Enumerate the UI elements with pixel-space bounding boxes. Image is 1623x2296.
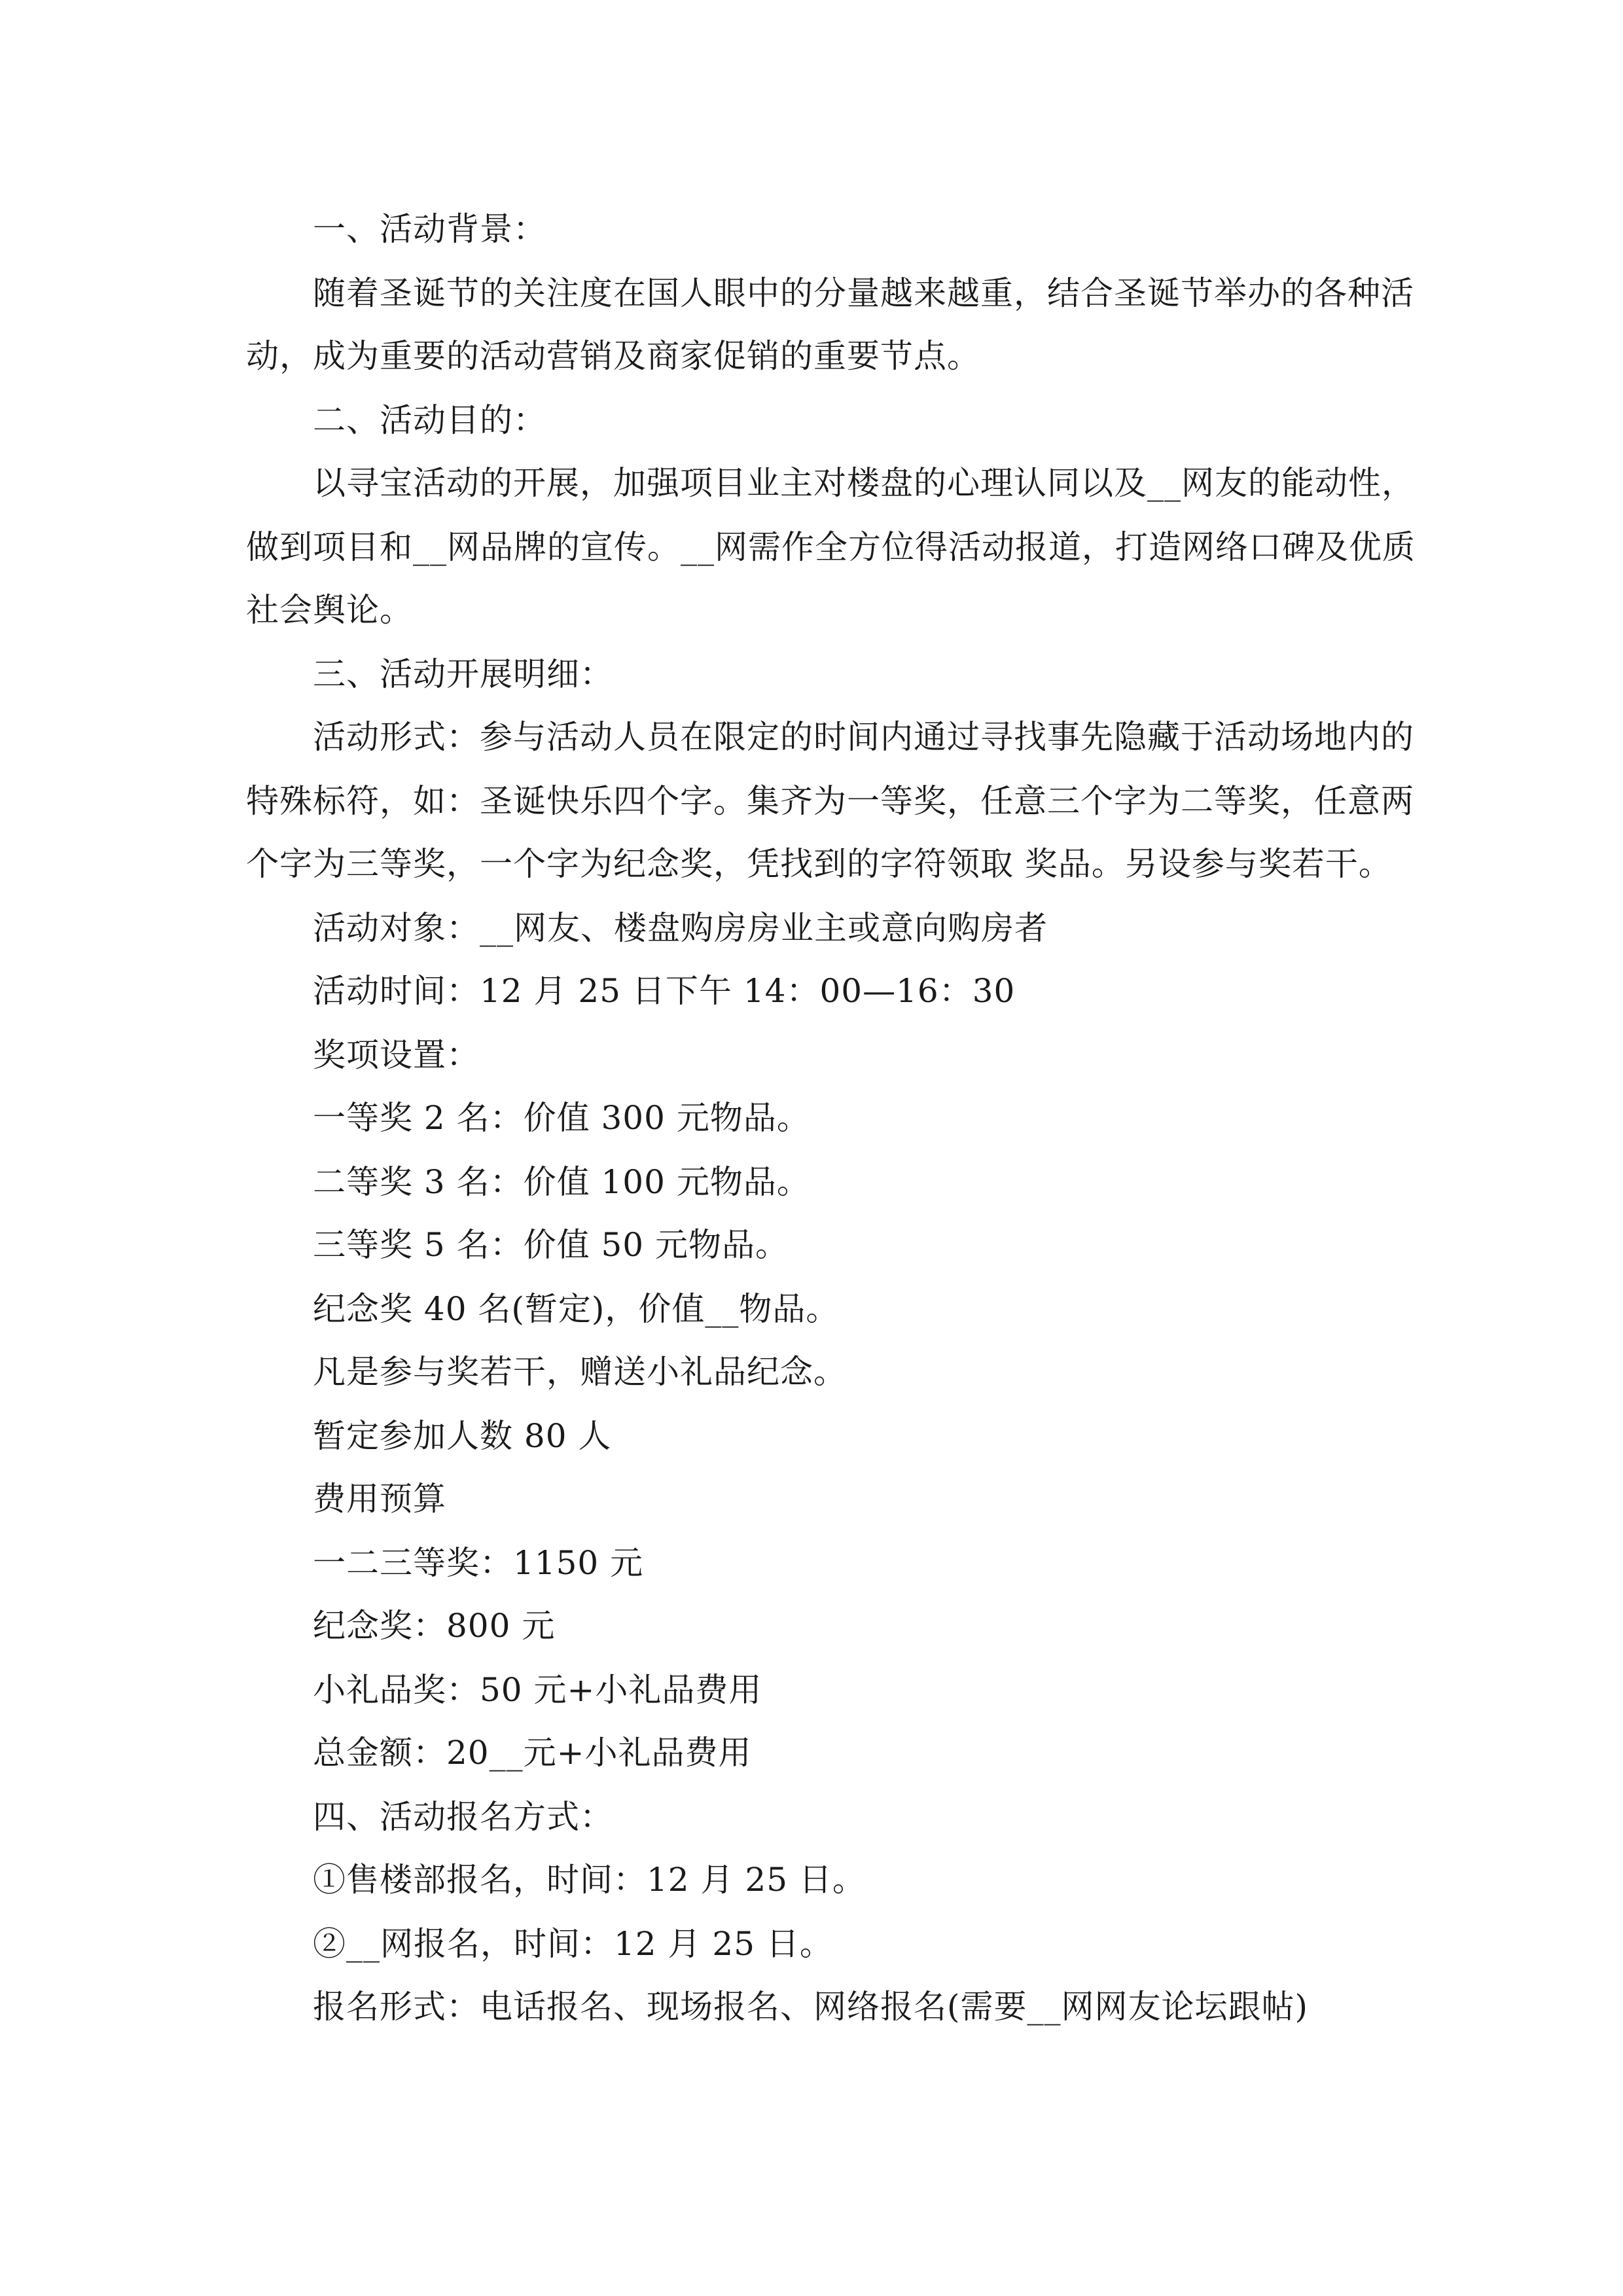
prizes-title: 奖项设置： [313, 1036, 480, 1074]
paragraph-line: 做到项目和__网品牌的宣传。__网需作全方位得活动报道，打造网络口碑及优质 [246, 528, 1416, 566]
section-heading-background: 一、活动背景： [313, 210, 546, 248]
section-heading-signup: 四、活动报名方式： [313, 1798, 613, 1836]
paragraph-line: 随着圣诞节的关注度在国人眼中的分量越来越重，结合圣诞节举办的各种活 [313, 274, 1414, 312]
activity-time: 活动时间：12 月 25 日下午 14：00—16：30 [313, 972, 1016, 1010]
budget-total: 总金额：20__元+小礼品费用 [313, 1734, 752, 1772]
budget-item: 纪念奖：800 元 [313, 1607, 556, 1645]
prize-item: 二等奖 3 名：价值 100 元物品。 [313, 1163, 810, 1201]
prize-item: 凡是参与奖若干，赠送小礼品纪念。 [313, 1353, 847, 1391]
paragraph-line: 社会舆论。 [246, 591, 413, 629]
activity-target: 活动对象：__网友、楼盘购房房业主或意向购房者 [313, 909, 1048, 947]
signup-item: ②__网报名，时间：12 月 25 日。 [313, 1925, 833, 1963]
participant-count: 暂定参加人数 80 人 [313, 1417, 612, 1455]
paragraph-line: 以寻宝活动的开展，加强项目业主对楼盘的心理认同以及__网友的能动性， [313, 464, 1415, 502]
paragraph-line: 特殊标符，如：圣诞快乐四个字。集齐为一等奖，任意三个字为二等奖，任意两 [246, 782, 1414, 820]
prize-item: 三等奖 5 名：价值 50 元物品。 [313, 1226, 789, 1264]
paragraph-line: 活动形式：参与活动人员在限定的时间内通过寻找事先隐藏于活动场地内的 [313, 718, 1414, 756]
section-heading-purpose: 二、活动目的： [313, 401, 546, 439]
signup-item: ①售楼部报名，时间：12 月 25 日。 [313, 1861, 866, 1899]
section-heading-details: 三、活动开展明细： [313, 655, 613, 693]
prize-item: 一等奖 2 名：价值 300 元物品。 [313, 1099, 810, 1137]
budget-item: 一二三等奖：1150 元 [313, 1544, 644, 1582]
paragraph-line: 动，成为重要的活动营销及商家促销的重要节点。 [246, 337, 980, 375]
signup-form: 报名形式：电话报名、现场报名、网络报名(需要__网网友论坛跟帖) [313, 1988, 1309, 2026]
budget-item: 小礼品奖：50 元+小礼品费用 [313, 1671, 762, 1709]
budget-title: 费用预算 [313, 1480, 446, 1518]
prize-item: 纪念奖 40 名(暂定)，价值__物品。 [313, 1290, 840, 1328]
paragraph-line: 个字为三等奖，一个字为纪念奖，凭找到的字符领取 奖品。另设参与奖若干。 [246, 845, 1392, 883]
